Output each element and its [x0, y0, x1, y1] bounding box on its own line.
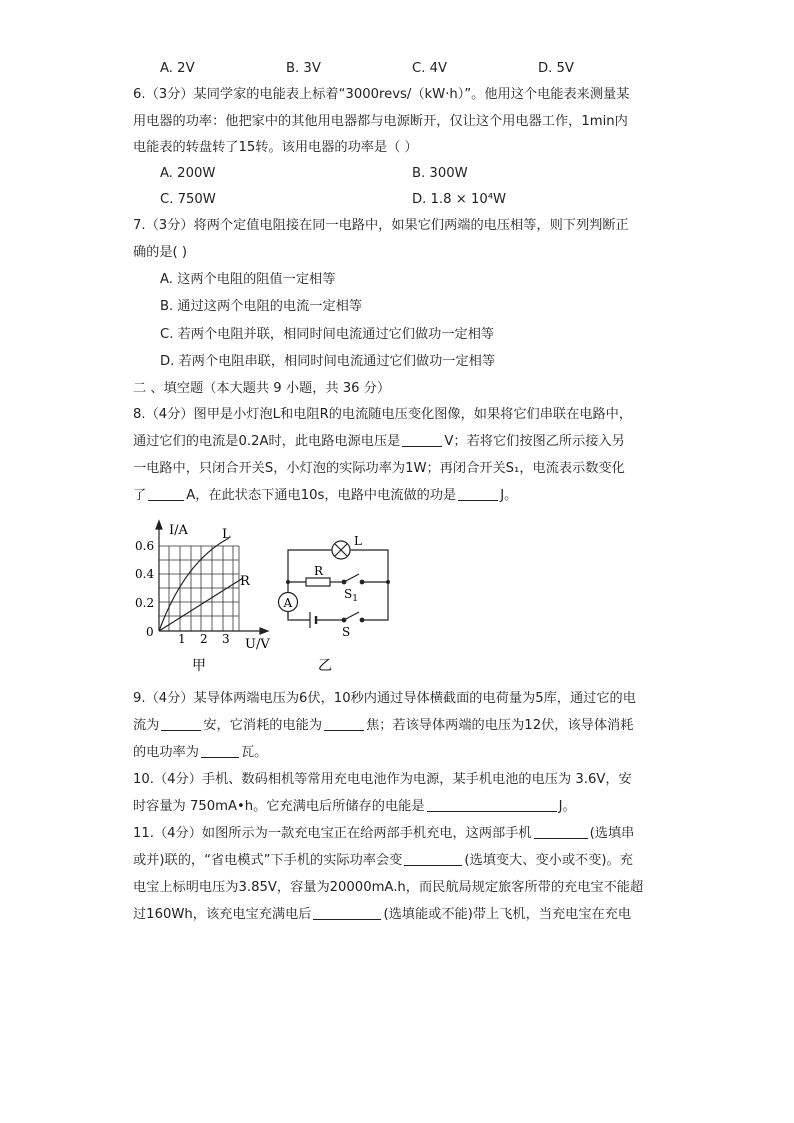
q7-option-a: A. 这两个电阻的阻值一定相等 — [160, 272, 336, 287]
switch-s-label: S — [342, 625, 351, 639]
q7-option-d: D. 若两个电阻串联，相同时间电流通过它们做功一定相等 — [160, 354, 496, 369]
q9-line-2b: 安，它消耗的电能为 — [203, 718, 323, 733]
origin-label: 0 — [146, 625, 154, 639]
figure-b-caption: 乙 — [318, 658, 332, 674]
q11-line-1a: 11.（4分）如图所示为一款充电宝正在给两部手机充电，这两部手机 — [133, 826, 532, 841]
y-tick-0-6: 0.6 — [135, 539, 155, 553]
switch-s1-label: $S_1$ — [344, 587, 358, 604]
switch-s1 — [342, 574, 364, 584]
curve-l — [159, 538, 229, 631]
q7-option-c: C. 若两个电阻并联，相同时间电流通过它们做功一定相等 — [160, 327, 495, 342]
q11-line-2a: 或并)联的，“省电模式”下手机的实际功率会变 — [133, 853, 403, 868]
q10-blank-1[interactable] — [427, 797, 557, 812]
q11-line-1 — [133, 824, 634, 844]
q9-line-3b: 瓦。 — [240, 745, 268, 760]
q8-blank-3[interactable] — [458, 486, 498, 501]
q11-line-2 — [133, 851, 633, 871]
q8-line-4b: A，在此状态下通电10s，电路中电流做的功是 — [186, 488, 457, 503]
q6-option-d: D. 1.8 × 10⁴W — [412, 192, 507, 207]
q5-option-c: C. 4V — [412, 61, 448, 76]
q8-line-2b: V；若将它们按图乙所示接入另 — [444, 434, 625, 449]
q5-option-b: B. 3V — [286, 61, 321, 76]
q9-line-2a: 流为 — [133, 718, 160, 733]
q10-line-2a: 时容量为 750mA•h。它充满电后所储存的电能是 — [133, 799, 425, 814]
q11-line-1b: (选填串 — [589, 826, 635, 841]
q6-option-a: A. 200W — [160, 166, 216, 181]
q7-line-2: 确的是( ) — [133, 245, 188, 260]
q6-option-c: C. 750W — [160, 192, 216, 207]
q11-line-4 — [133, 905, 631, 925]
q5-option-d: D. 5V — [538, 61, 574, 76]
lamp — [332, 541, 350, 559]
x-tick-1: 1 — [178, 632, 186, 646]
y-axis-label: I/A — [169, 523, 188, 538]
q9-blank-1[interactable] — [161, 716, 201, 731]
section-title: 二 、填空题（本大题共 9 小题，共 36 分） — [133, 381, 391, 396]
q11-line-4a: 过160Wh，该充电宝充满电后 — [133, 907, 312, 922]
q8-line-1: 8.（4分）图甲是小灯泡L和电阻R的电流随电压变化图像，如果将它们串联在电路中， — [133, 407, 633, 422]
ammeter-label: A — [283, 596, 293, 610]
x-tick-2: 2 — [200, 632, 208, 646]
q9-line-3 — [133, 743, 267, 763]
curve-l-label: L — [222, 527, 231, 542]
q7-option-b: B. 通过这两个电阻的电流一定相等 — [160, 299, 363, 314]
q6-option-b: B. 300W — [412, 166, 468, 181]
q11-line-2b: (选填变大、变小或不变)。充 — [464, 853, 633, 868]
figure-a-graph — [125, 518, 285, 678]
q6-line-3: 电能表的转盘转了15转。该用电器的功率是（ ） — [133, 140, 418, 155]
q8-line-3: 一电路中，只闭合开关S，小灯泡的实际功率为1W；再闭合开关S₁，电流表示数变化 — [133, 461, 625, 476]
q11-blank-2[interactable] — [404, 851, 462, 866]
figure-a-caption: 甲 — [192, 658, 206, 674]
q8-line-2 — [133, 432, 625, 452]
battery — [310, 612, 316, 628]
q11-line-4b: (选填能或不能)带上飞机，当充电宝在充电 — [383, 907, 632, 922]
q8-line-4c: J。 — [500, 488, 518, 503]
resistor-label: R — [314, 564, 324, 578]
switch-s — [342, 612, 364, 622]
figure-b-circuit — [270, 530, 400, 680]
q10-line-1: 10.（4分）手机、数码相机等常用充电电池作为电源，某手机电池的电压为 3.6V，安 — [133, 772, 632, 787]
q8-line-4a: 了 — [133, 488, 147, 503]
y-tick-0-4: 0.4 — [135, 567, 155, 581]
q8-line-2a: 通过它们的电流是0.2A时，此电路电源电压是 — [133, 434, 401, 449]
junction-right — [386, 580, 390, 584]
curve-r-label: R — [240, 574, 250, 589]
wires — [288, 550, 388, 620]
q5-option-a: A. 2V — [160, 61, 195, 76]
q11-line-3: 电宝上标明电压为3.85V，容量为20000mA.h，而民航局规定旅客所带的充电宝不能超 — [133, 880, 644, 895]
x-axis-label: U/V — [245, 637, 270, 652]
y-tick-0-2: 0.2 — [135, 596, 155, 610]
q9-blank-3[interactable] — [201, 743, 239, 758]
q8-blank-2[interactable] — [148, 486, 184, 501]
q11-blank-1[interactable] — [534, 824, 588, 839]
q6-line-2: 用电器的功率：他把家中的其他用电器都与电源断开，仅让这个用电器工作，1min内 — [133, 114, 628, 129]
lamp-label: L — [354, 534, 362, 548]
junction-left — [286, 580, 290, 584]
q9-line-3a: 的电功率为 — [133, 745, 199, 760]
x-tick-3: 3 — [222, 632, 230, 646]
resistor — [306, 578, 330, 586]
q10-line-2b: J。 — [558, 799, 576, 814]
q9-blank-2[interactable] — [324, 716, 364, 731]
ammeter — [279, 593, 298, 612]
q10-line-2 — [133, 797, 576, 817]
q9-line-2c: 焦；若该导体两端的电压为12伏，该导体消耗 — [366, 718, 634, 733]
q6-line-1: 6.（3分）某同学家的电能表上标着“3000revs/（kW·h）”。他用这个电能表来测量某 — [133, 87, 630, 102]
q11-blank-3[interactable] — [313, 905, 381, 920]
q8-line-4 — [133, 486, 517, 506]
q9-line-1: 9.（4分）某导体两端电压为6伏，10秒内通过导体横截面的电荷量为5库，通过它的电 — [133, 691, 636, 706]
q9-line-2 — [133, 716, 633, 736]
q7-line-1: 7.（3分）将两个定值电阻接在同一电路中，如果它们两端的电压相等，则下列判断正 — [133, 218, 629, 233]
q8-blank-1[interactable] — [402, 432, 442, 447]
